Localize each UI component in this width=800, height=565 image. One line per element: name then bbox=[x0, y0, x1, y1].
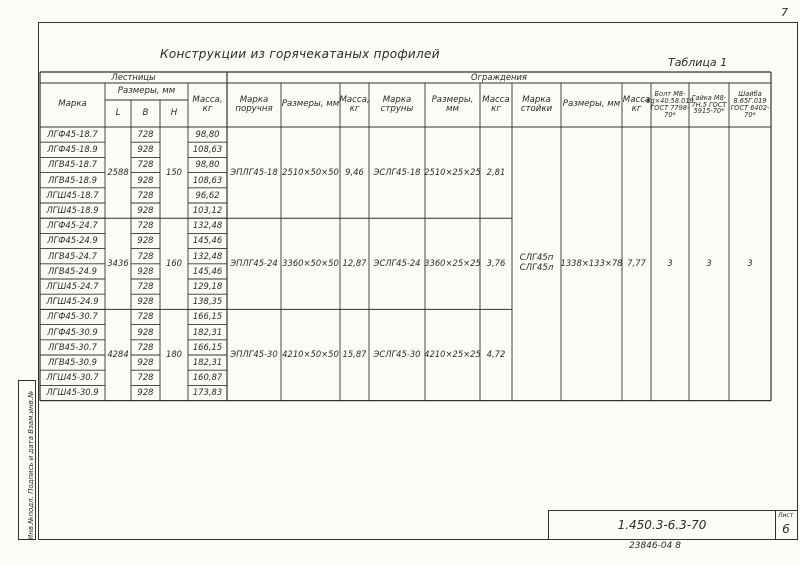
side-stamp-text: Инв.№подл. Подпись и дата Взам.инв.№ bbox=[27, 390, 35, 540]
group-length: 3436 bbox=[107, 258, 129, 269]
fencing-header: Ограждения bbox=[471, 71, 527, 82]
row-mark: ЛГШ45-24.7 bbox=[46, 280, 99, 291]
post-mass: 7,77 bbox=[627, 258, 646, 269]
row-mass: 182,31 bbox=[192, 356, 223, 367]
stringer-size-header: Размеры, мм bbox=[431, 94, 474, 114]
row-mass: 173,83 bbox=[192, 387, 223, 398]
group-stringer-mark: ЭСЛГ45-24 bbox=[373, 258, 421, 269]
row-mass: 103,12 bbox=[192, 204, 223, 215]
row-width: 728 bbox=[137, 280, 154, 291]
group-handrail-mass: 15,87 bbox=[342, 349, 367, 360]
row-mass: 132,48 bbox=[192, 250, 223, 261]
row-width: 928 bbox=[137, 144, 154, 155]
page-number: 7 bbox=[781, 6, 788, 19]
group-handrail-mark: ЭПЛГ45-24 bbox=[230, 258, 278, 269]
row-width: 728 bbox=[137, 372, 154, 383]
stringer-mark-header: Марка струны bbox=[380, 94, 414, 114]
group-handrail-mass: 12,87 bbox=[342, 258, 367, 269]
group-length: 2588 bbox=[107, 166, 129, 177]
row-mark: ЛГШ45-24.9 bbox=[46, 296, 99, 307]
group-length: 4284 bbox=[107, 349, 129, 360]
row-mark: ЛГШ45-30.9 bbox=[46, 387, 99, 398]
row-mark: ЛГФ45-24.7 bbox=[47, 220, 98, 231]
row-mass: 182,31 bbox=[192, 326, 223, 337]
row-width: 928 bbox=[137, 235, 154, 246]
row-mass: 145,46 bbox=[192, 235, 223, 246]
copy-number: 23846-04 8 bbox=[629, 541, 681, 551]
row-mark: ЛГВ45-30.9 bbox=[47, 356, 98, 367]
sheet-number-box bbox=[776, 510, 798, 540]
post-mark: СЛГ45п СЛГ45л bbox=[519, 253, 554, 273]
post-size: 1338×133×78 bbox=[560, 258, 623, 269]
row-mark: ЛГВ45-18.7 bbox=[47, 159, 98, 170]
table-caption: Конструкции из горячекатаных профилей bbox=[160, 47, 440, 61]
post-mark-header: Марка стойки bbox=[520, 94, 553, 114]
sheet-number: 6 bbox=[782, 522, 790, 536]
row-mass: 98,80 bbox=[195, 128, 220, 139]
group-handrail-size: 2510×50×50 bbox=[282, 166, 339, 177]
group-stringer-mass: 4,72 bbox=[486, 349, 506, 360]
row-mass: 138,35 bbox=[192, 296, 223, 307]
group-stringer-mark: ЭСЛГ45-18 bbox=[373, 166, 421, 177]
H-header: H bbox=[170, 107, 178, 118]
handrail-mark-header: Марка поручня bbox=[235, 94, 273, 114]
bolt-qty: 3 bbox=[667, 258, 673, 269]
row-mass: 98,80 bbox=[195, 159, 220, 170]
row-width: 728 bbox=[137, 341, 154, 352]
L-header: L bbox=[115, 107, 121, 118]
group-stringer-size: 2510×25×25 bbox=[424, 166, 481, 177]
group-height: 150 bbox=[166, 166, 182, 177]
row-mass: 108,63 bbox=[192, 174, 223, 185]
washer-header: Шайба 8.65Г.019 ГОСТ 6402-70* bbox=[730, 90, 770, 119]
row-width: 728 bbox=[137, 250, 154, 261]
handrail-size-header: Размеры, мм bbox=[281, 99, 340, 110]
row-mark: ЛГФ45-18.9 bbox=[47, 144, 98, 155]
row-mass: 166,15 bbox=[192, 311, 223, 322]
mass-header: Масса, кг bbox=[192, 94, 223, 114]
post-mass-header: Масса кг bbox=[622, 94, 651, 114]
row-width: 928 bbox=[137, 265, 154, 276]
group-height: 160 bbox=[166, 258, 182, 269]
table-number: Таблица 1 bbox=[668, 56, 728, 69]
group-stringer-mass: 3,76 bbox=[486, 258, 506, 269]
group-stringer-mass: 2,81 bbox=[486, 166, 506, 177]
row-width: 928 bbox=[137, 387, 154, 398]
row-width: 928 bbox=[137, 204, 154, 215]
row-mass: 145,46 bbox=[192, 265, 223, 276]
row-mass: 160,87 bbox=[192, 372, 223, 383]
row-mark: ЛГФ45-30.7 bbox=[47, 311, 98, 322]
row-mark: ЛГФ45-30.9 bbox=[47, 326, 98, 337]
post-size-header: Размеры, мм bbox=[562, 99, 621, 110]
sizes-header: Размеры, мм bbox=[117, 85, 176, 96]
row-width: 728 bbox=[137, 189, 154, 200]
group-handrail-mark: ЭПЛГ45-30 bbox=[230, 349, 278, 360]
row-width: 728 bbox=[137, 220, 154, 231]
row-mass: 96,62 bbox=[195, 189, 220, 200]
group-handrail-mass: 9,46 bbox=[345, 166, 364, 177]
nut-header: Гайка М8-7Н.5 ГОСТ 5915-70* bbox=[691, 93, 727, 116]
row-mark: ЛГШ45-30.7 bbox=[46, 372, 99, 383]
ladders-header: Лестницы bbox=[111, 71, 156, 82]
row-mass: 129,18 bbox=[192, 280, 223, 291]
bolt-header: Болт М8-6g×40.58.019 ГОСТ 7798-70* bbox=[646, 90, 694, 119]
row-mass: 108,63 bbox=[192, 144, 223, 155]
row-mark: ЛГШ45-18.9 bbox=[46, 204, 99, 215]
group-height: 180 bbox=[166, 349, 182, 360]
row-mark: ЛГВ45-24.7 bbox=[47, 250, 98, 261]
row-mark: ЛГВ45-30.7 bbox=[47, 341, 98, 352]
group-stringer-mark: ЭСЛГ45-30 bbox=[373, 349, 421, 360]
row-mass: 132,48 bbox=[192, 220, 223, 231]
row-mass: 166,15 bbox=[192, 341, 223, 352]
row-width: 728 bbox=[137, 128, 154, 139]
row-width: 928 bbox=[137, 356, 154, 367]
row-mark: ЛГВ45-24.9 bbox=[47, 265, 98, 276]
group-handrail-mark: ЭПЛГ45-18 bbox=[230, 166, 278, 177]
row-mark: ЛГШ45-18.7 bbox=[46, 189, 99, 200]
mark-header: Марка bbox=[58, 99, 87, 110]
row-width: 728 bbox=[137, 159, 154, 170]
group-handrail-size: 3360×50×50 bbox=[282, 258, 339, 269]
group-handrail-size: 4210×50×50 bbox=[282, 349, 339, 360]
washer-qty: 3 bbox=[747, 258, 753, 269]
group-stringer-size: 3360×25×25 bbox=[424, 258, 481, 269]
row-width: 928 bbox=[137, 296, 154, 307]
row-width: 928 bbox=[137, 174, 154, 185]
handrail-mass-header: Масса, кг bbox=[339, 94, 370, 114]
row-width: 728 bbox=[137, 311, 154, 322]
row-width: 928 bbox=[137, 326, 154, 337]
row-mark: ЛГВ45-18.9 bbox=[47, 174, 98, 185]
row-mark: ЛГФ45-18.7 bbox=[47, 128, 98, 139]
stringer-mass-header: Масса кг bbox=[482, 94, 510, 114]
B-header: B bbox=[142, 107, 149, 118]
sheet-label: Лист bbox=[778, 512, 794, 519]
group-stringer-size: 4210×25×25 bbox=[424, 349, 481, 360]
title-block-code: 1.450.3-6.3-70 bbox=[548, 510, 776, 540]
row-mark: ЛГФ45-24.9 bbox=[47, 235, 98, 246]
nut-qty: 3 bbox=[706, 258, 712, 269]
